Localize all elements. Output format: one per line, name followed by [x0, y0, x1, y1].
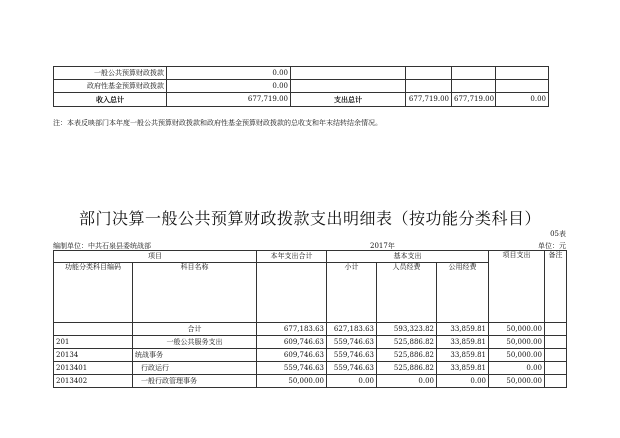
header-public: 公用经费 [437, 263, 489, 323]
header-total: 本年支出合计 [257, 251, 327, 263]
header-code: 功能分类科目编码 [54, 263, 133, 323]
row-code: 201 [54, 336, 133, 349]
row-public: 33,859.81 [437, 362, 489, 375]
row-public: 33,859.81 [437, 349, 489, 362]
total-row [54, 93, 549, 107]
row-remark [545, 349, 567, 362]
table-row-total [54, 323, 567, 336]
expense-total-label: 支出总计 [291, 93, 406, 107]
row-name: 行政运行 [133, 362, 257, 375]
row-subtotal: 627,183.63 [327, 323, 377, 336]
row-public: 33,859.81 [437, 336, 489, 349]
expense-total-value: 677,719.00 [406, 93, 452, 107]
income-total-label: 收入总计 [54, 93, 167, 107]
table-row [54, 67, 549, 80]
row-label-2 [291, 80, 406, 93]
header-project: 项目支出 [489, 251, 545, 323]
row-value-4 [496, 67, 549, 80]
row-label-2 [291, 67, 406, 80]
row-value: 0.00 [167, 67, 291, 80]
header-total-blank [257, 263, 327, 323]
row-personnel: 525,886.82 [377, 336, 437, 349]
row-name: 一般公共服务支出 [133, 336, 257, 349]
row-total: 609,746.63 [257, 349, 327, 362]
row-subtotal: 559,746.63 [327, 362, 377, 375]
row-remark [545, 375, 567, 388]
income-expense-summary-table [53, 66, 549, 107]
row-personnel: 525,886.82 [377, 349, 437, 362]
row-code: 2013401 [54, 362, 133, 375]
row-personnel: 0.00 [377, 375, 437, 388]
row-value-3 [452, 67, 496, 80]
row-total: 50,000.00 [257, 375, 327, 388]
page-title: 部门决算一般公共预算财政拨款支出明细表（按功能分类科目） [78, 209, 541, 228]
expenditure-detail-table [53, 250, 567, 388]
expense-total-value-2: 677,719.00 [452, 93, 496, 107]
row-value-2 [406, 67, 452, 80]
row-label: 一般公共预算财政拨款 [54, 67, 167, 80]
row-name: 合计 [133, 323, 257, 336]
row-total: 559,746.63 [257, 362, 327, 375]
row-code: 2013402 [54, 375, 133, 388]
table-row [54, 336, 567, 349]
row-subtotal: 0.00 [327, 375, 377, 388]
header-personnel: 人员经费 [377, 263, 437, 323]
currency-unit: 单位：元 [538, 242, 566, 250]
row-subtotal: 559,746.63 [327, 336, 377, 349]
form-number: 05表 [550, 230, 566, 238]
row-code: 20134 [54, 349, 133, 362]
row-project: 0.00 [489, 362, 545, 375]
row-remark [545, 323, 567, 336]
row-total: 677,183.63 [257, 323, 327, 336]
header-subtotal: 小计 [327, 263, 377, 323]
table-row [54, 80, 549, 93]
table-row [54, 349, 567, 362]
compiling-unit: 编制单位：中共石泉县委统战部 [53, 242, 151, 250]
header-name: 科目名称 [133, 263, 257, 323]
row-value: 0.00 [167, 80, 291, 93]
row-project: 50,000.00 [489, 336, 545, 349]
row-public: 33,859.81 [437, 323, 489, 336]
income-total-value: 677,719.00 [167, 93, 291, 107]
row-personnel: 593,323.82 [377, 323, 437, 336]
table-row [54, 375, 567, 388]
row-value-4 [496, 80, 549, 93]
header-item: 项目 [54, 251, 257, 263]
table-row [54, 362, 567, 375]
row-name: 统战事务 [133, 349, 257, 362]
expense-total-value-3: 0.00 [496, 93, 549, 107]
row-total: 609,746.63 [257, 336, 327, 349]
row-public: 0.00 [437, 375, 489, 388]
row-code [54, 323, 133, 336]
header-basic: 基本支出 [327, 251, 489, 263]
row-value-3 [452, 80, 496, 93]
row-project: 50,000.00 [489, 375, 545, 388]
table-note: 注：本表反映部门本年度一般公共预算财政拨款和政府性基金预算财政拨款的总收支和年末结转结余情况。 [53, 119, 382, 127]
row-label: 政府性基金预算财政拨款 [54, 80, 167, 93]
row-name: 一般行政管理事务 [133, 375, 257, 388]
row-personnel: 525,886.82 [377, 362, 437, 375]
header-remark: 备注 [545, 251, 567, 323]
header-row [54, 251, 567, 263]
row-project: 50,000.00 [489, 349, 545, 362]
row-subtotal: 559,746.63 [327, 349, 377, 362]
row-remark [545, 362, 567, 375]
row-remark [545, 336, 567, 349]
report-year: 2017年 [370, 242, 395, 250]
row-project: 50,000.00 [489, 323, 545, 336]
row-value-2 [406, 80, 452, 93]
